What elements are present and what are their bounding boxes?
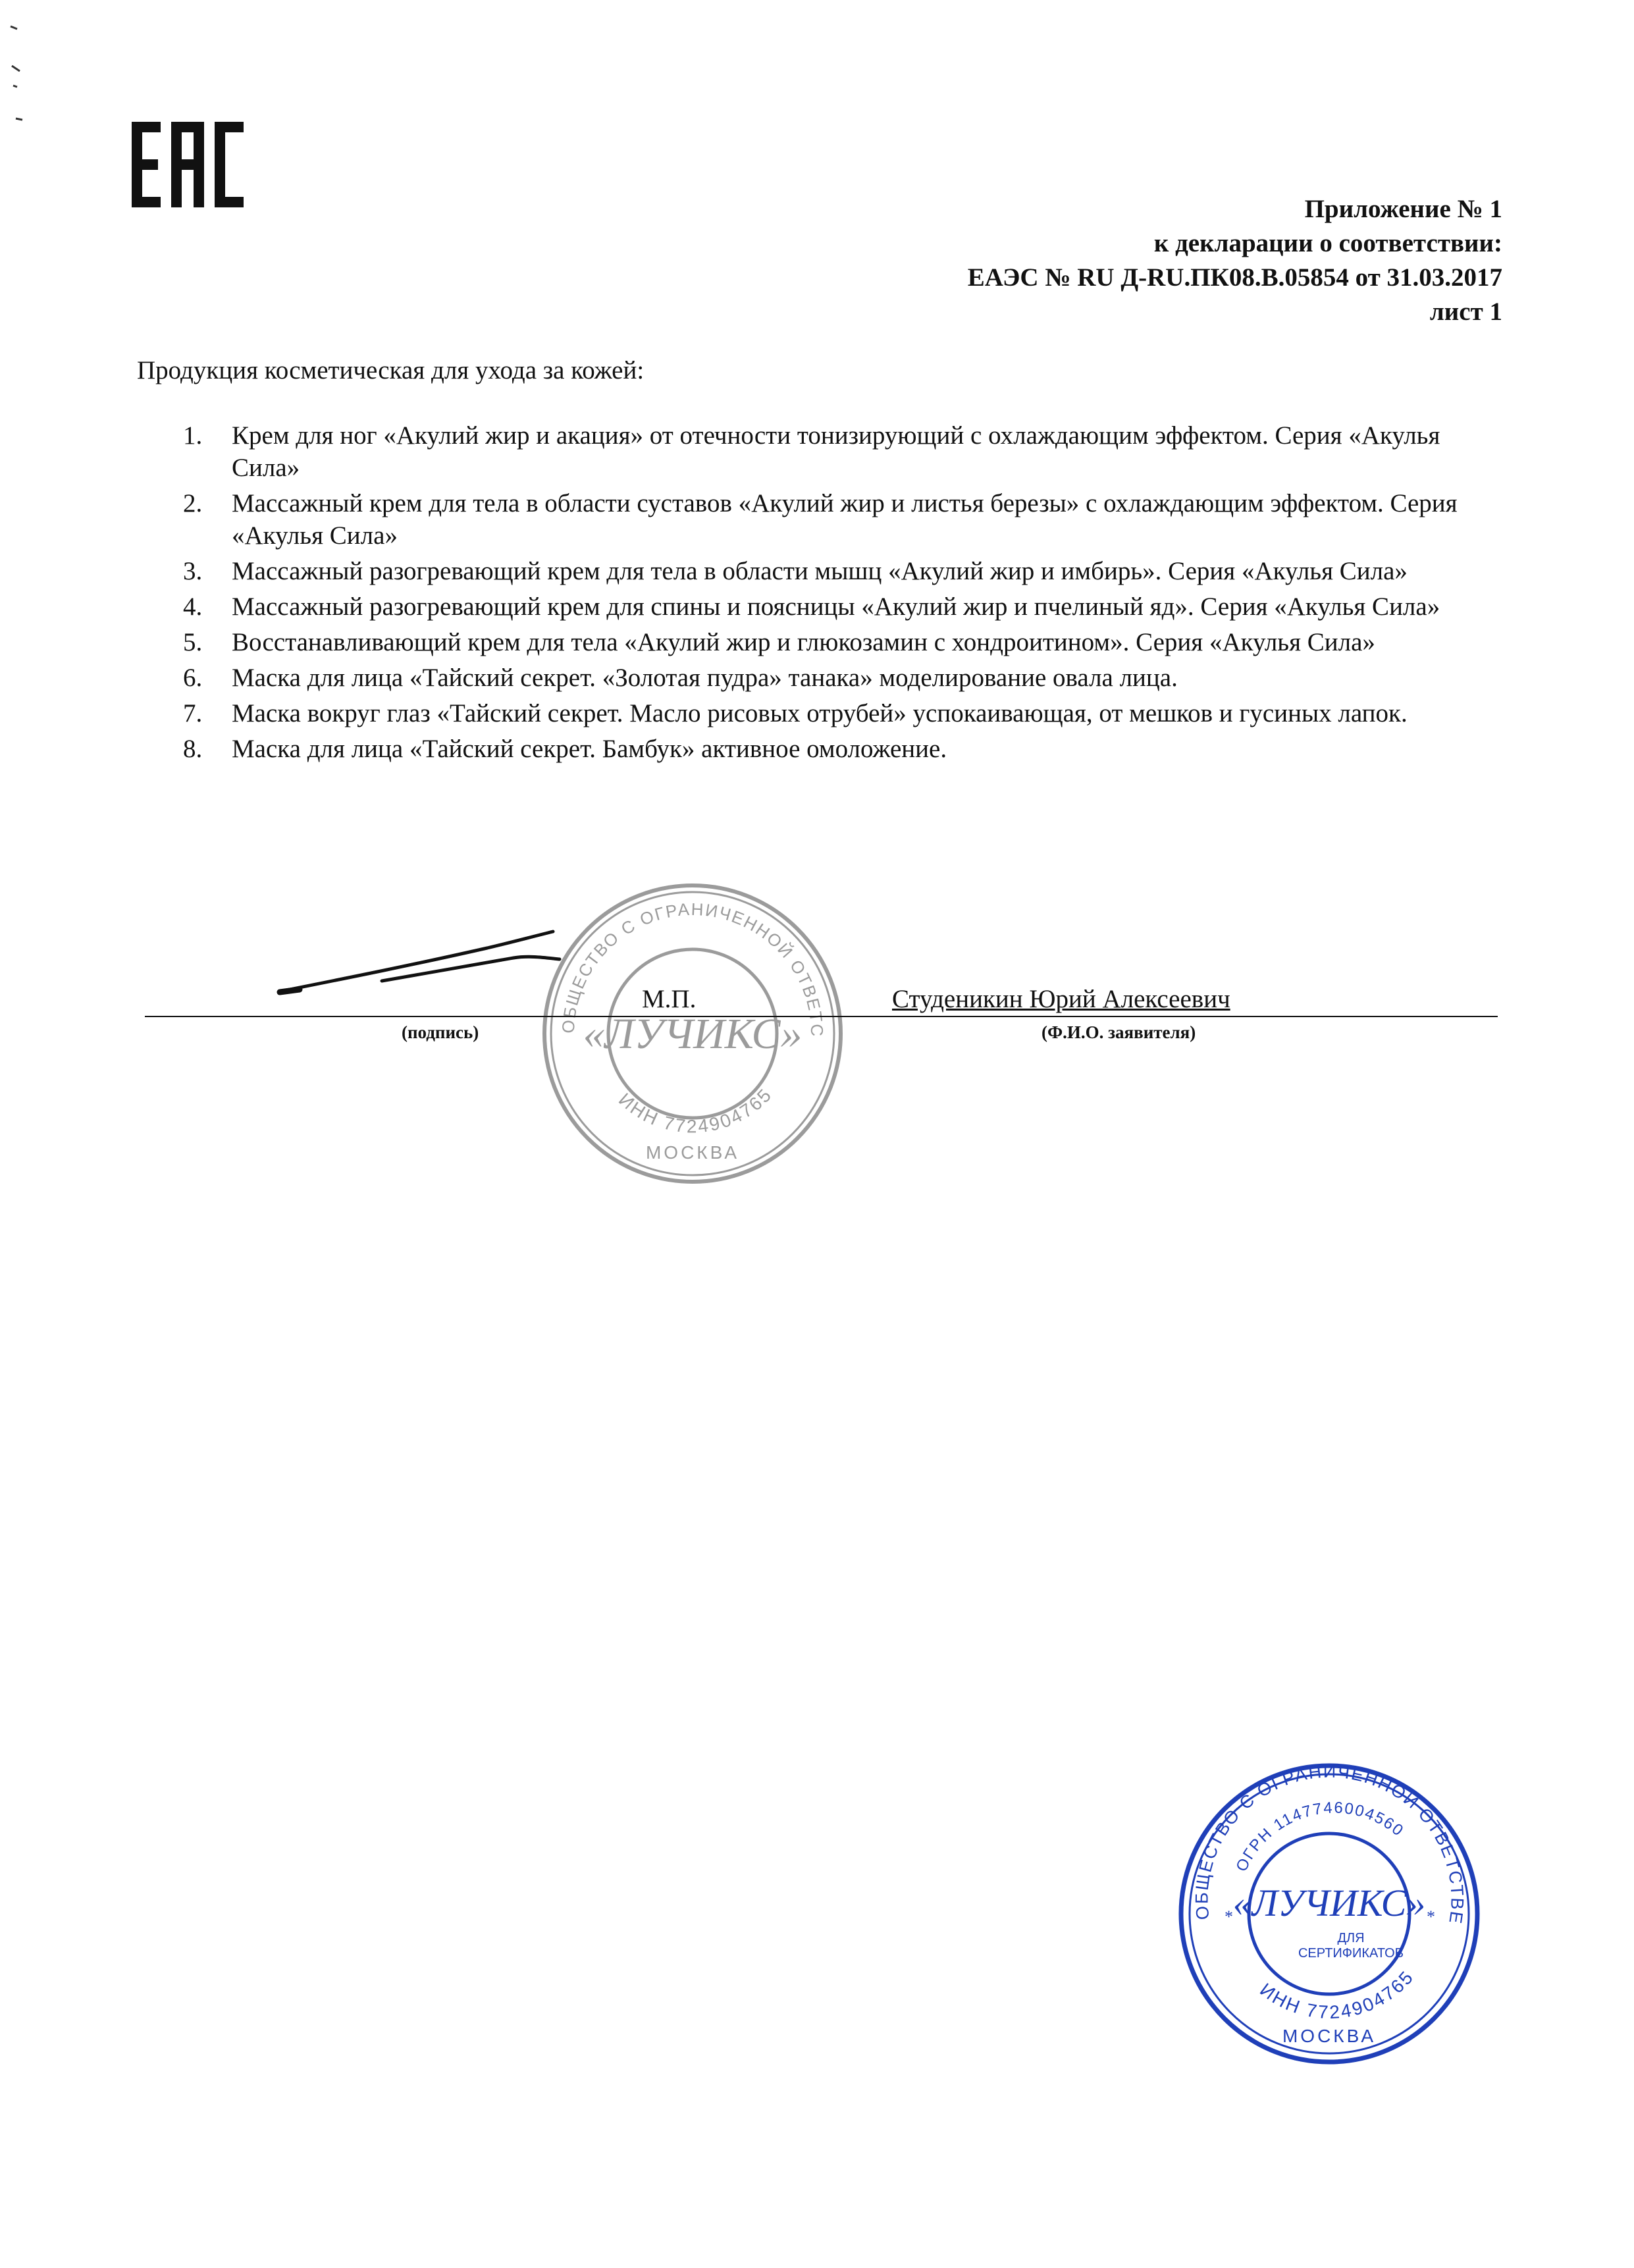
stamp-ring-text: ОБЩЕСТВО С ОГРАНИЧЕННОЙ ОТВЕТСТВЕ [1192,1761,1467,1926]
document-header [968,192,1502,329]
stamp-center-text: «ЛУЧИКС» [1232,1882,1426,1924]
sheet-number: лист 1 [1429,298,1502,326]
signature-caption: (подпись) [402,1022,479,1042]
svg-text:ОГРН 1147746004560 [1232,1799,1407,1874]
stamp-city: МОСКВА [1282,2026,1377,2046]
list-item [158,419,1501,484]
item-text: Маска вокруг глаз «Тайский секрет. Масло рисовых отрубей» успокаивающая, от мешков и гусиных лапок. [232,699,1408,727]
declaration-number: ЕАЭС № RU Д-RU.ПК08.В.05854 от 31.03.2017 [967,263,1502,292]
appendix-title: Приложение № 1 [1304,195,1502,223]
item-text: Маска для лица «Тайский секрет. Бамбук» активное омоложение. [232,735,947,763]
stamp-star-right: * [1427,1907,1435,1926]
stamp-sub-line1: ДЛЯ [1337,1931,1365,1945]
list-item [158,626,1501,658]
item-number: 3. [183,557,203,585]
handwritten-signature [270,918,566,1011]
item-text: Крем для ног «Акулий жир и акация» от отечности тонизирующий с охлаждающим эффектом. Серия «Акулья Сила» [232,421,1440,482]
stamp-star-left: * [1225,1907,1233,1926]
stamp-sub-line2: СЕРТИФИКАТОВ [1298,1946,1404,1961]
list-item [158,555,1501,587]
signature-line [145,1016,1498,1017]
applicant-name: Студеникин Юрий Алексеевич [892,985,1230,1013]
item-number: 4. [183,593,203,621]
item-number: 6. [183,664,203,692]
item-number: 2. [183,489,203,517]
list-item [158,591,1501,623]
item-text: Массажный разогревающий крем для тела в области мышц «Акулий жир и имбирь». Серия «Акулья Сила» [232,557,1408,585]
stamp-ring-text: ОБЩЕСТВО С ОГРАНИЧЕННОЙ ОТВЕТС [558,899,828,1038]
list-item [158,697,1501,729]
item-text: Массажный крем для тела в области суставов «Акулий жир и листья березы» с охлаждающим эффектом. Серия «Акулья Сила» [232,489,1458,550]
item-number: 7. [183,699,203,727]
stamp-place-label: М.П. [642,985,697,1013]
stamp-blue [1173,1758,1486,2070]
list-item [158,662,1501,694]
item-text: Массажный разогревающий крем для спины и поясницы «Акулий жир и пчелиный яд». Серия «Акулья Сила» [232,593,1440,621]
fio-caption: (Ф.И.О. заявителя) [1041,1022,1196,1042]
stamp-gray [535,876,851,1192]
product-list [158,419,1501,768]
list-item [158,733,1501,765]
stamp-inn: ИНН 7724904765 [614,1084,777,1137]
item-number: 8. [183,735,203,763]
stamp-center-text: «ЛУЧИКС» [583,1010,803,1058]
eac-logo [132,122,244,207]
scan-edge-marks [5,20,45,125]
item-text: Восстанавливающий крем для тела «Акулий жир и глюкозамин с хондроитином». Серия «Акулья Сила» [232,628,1375,656]
stamp-inn: ИНН 7724904765 [1256,1966,1418,2023]
item-number: 5. [183,628,203,656]
item-text: Маска для лица «Тайский секрет. «Золотая пудра» танака» моделирование овала лица. [232,664,1178,692]
stamp-city: МОСКВА [645,1142,740,1163]
list-item [158,487,1501,552]
appendix-subtitle: к декларации о соответствии: [1153,229,1502,257]
item-number: 1. [183,421,203,450]
stamp-ogrn: ОГРН 1147746004560 [1232,1799,1408,1875]
intro-text: Продукция косметическая для ухода за кожей: [137,356,645,384]
